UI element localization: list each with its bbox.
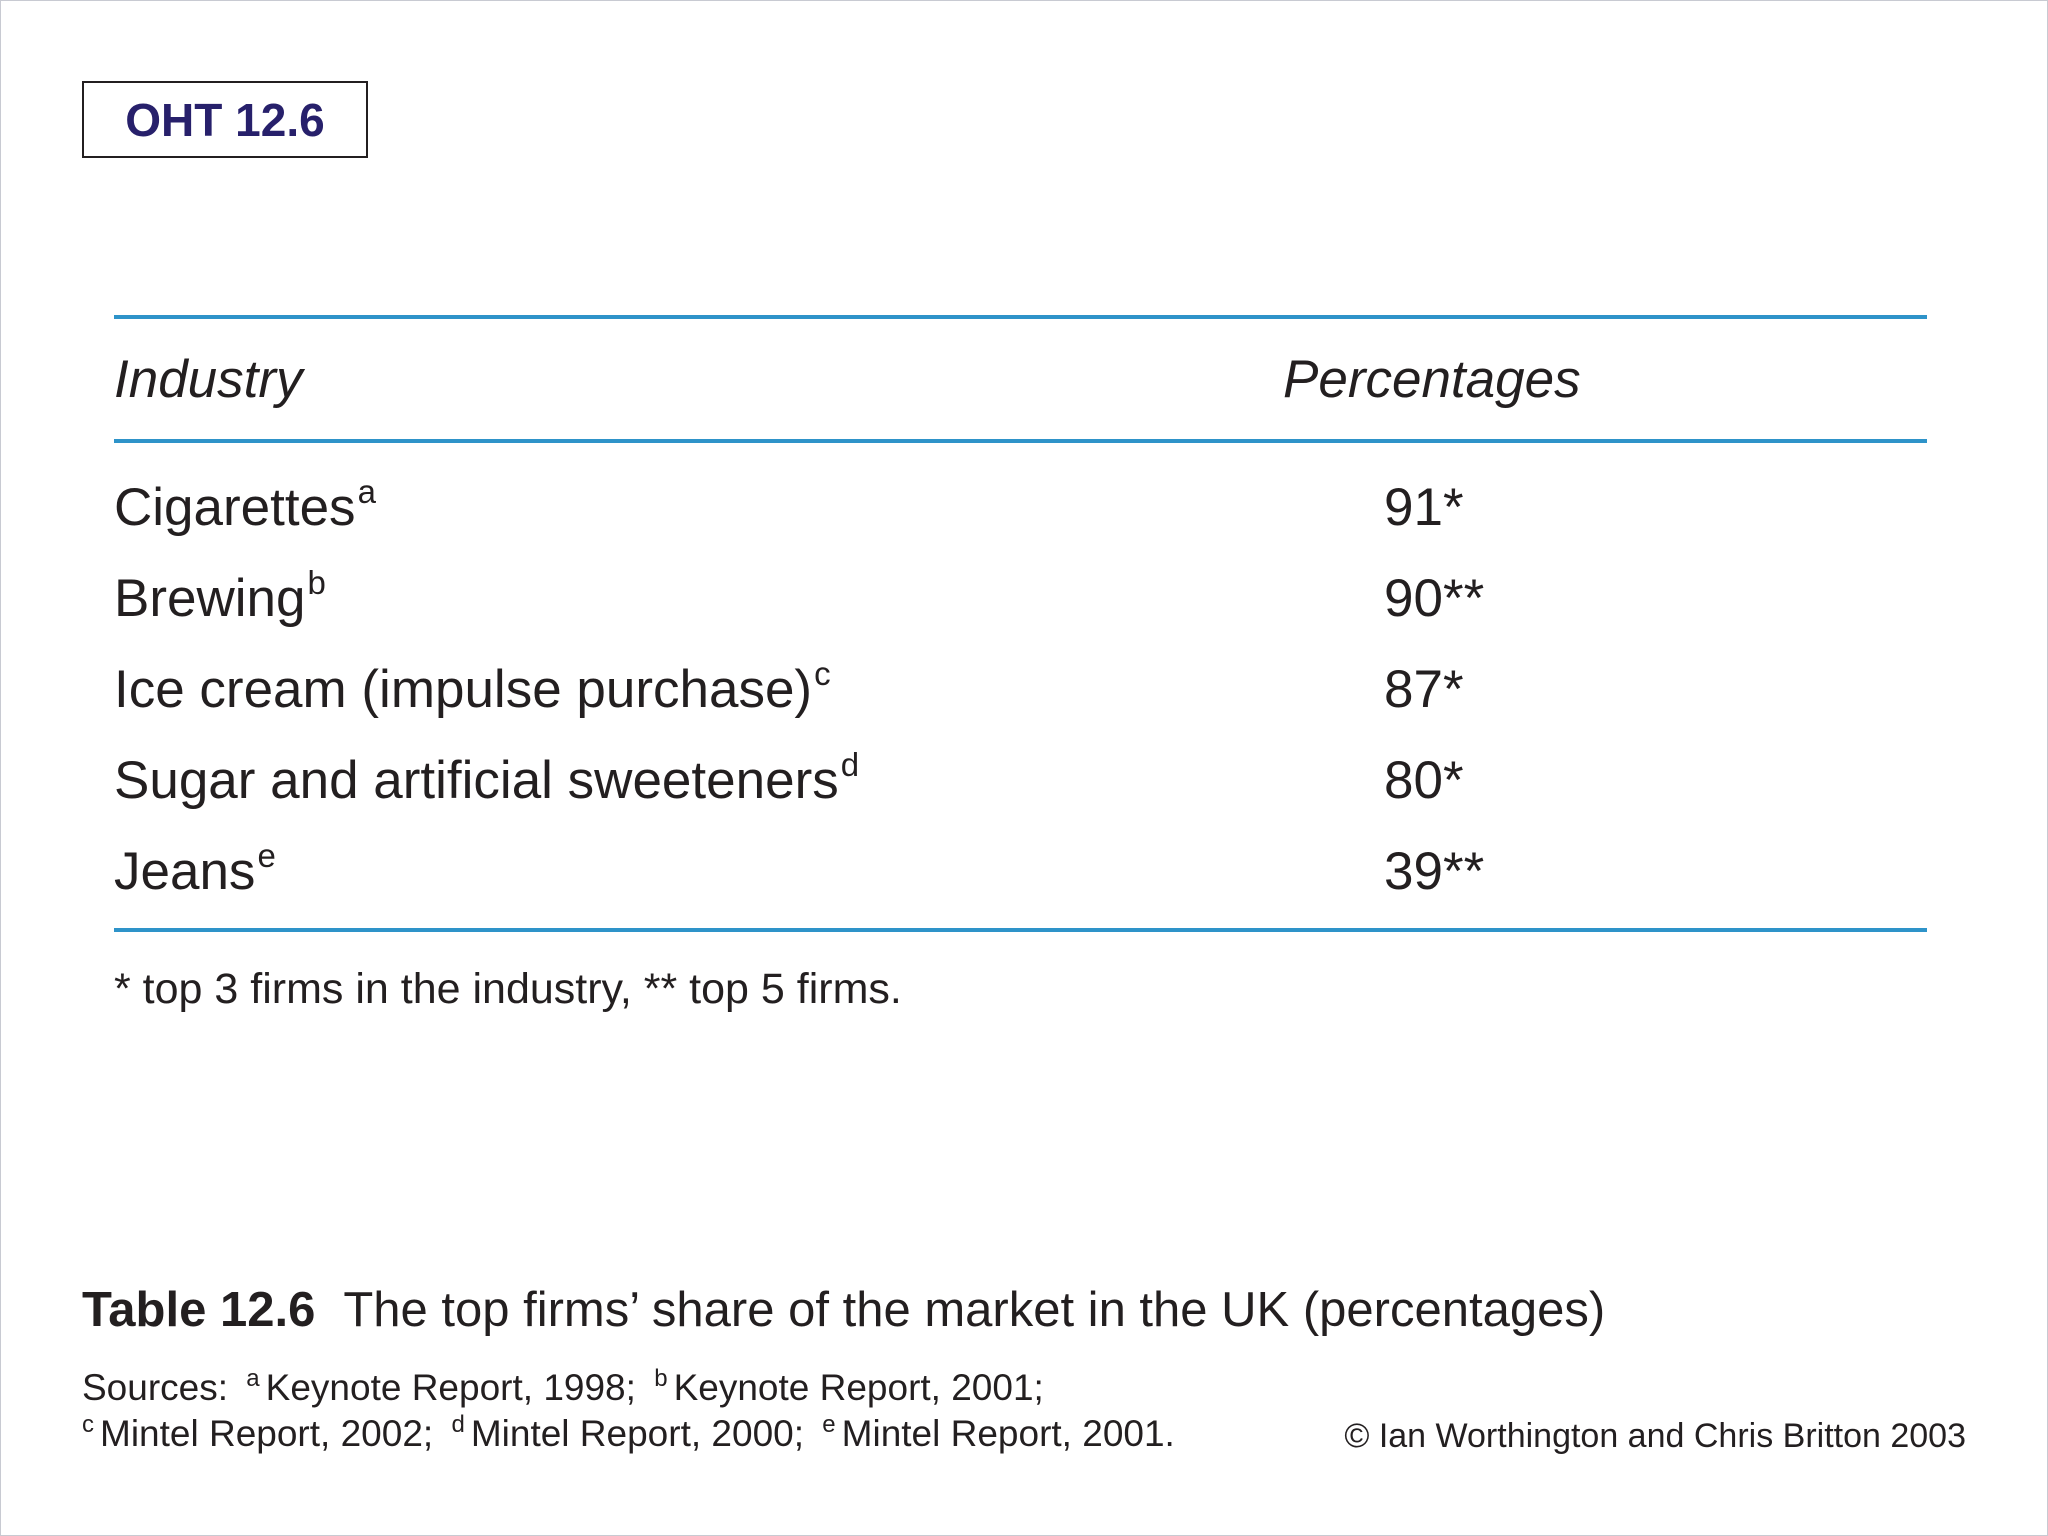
copyright-notice: © Ian Worthington and Chris Britton 2003 [1344, 1417, 1966, 1455]
header-industry: Industry [114, 350, 303, 409]
source-marker: c [82, 1411, 94, 1438]
slide-label-text: OHT 12.6 [125, 93, 325, 146]
industry-cell: Cigarettes$^a$ [114, 473, 376, 537]
industry-cell: Sugar and artificial sweeteners$^d$ [114, 746, 860, 810]
sources-prefix: Sources: [82, 1367, 229, 1408]
source-text: Mintel Report, 2002; [100, 1413, 434, 1454]
source-text: Mintel Report, 2000; [470, 1413, 805, 1454]
source-marker: a [246, 1365, 260, 1392]
source-note-marker: a [357, 473, 376, 510]
source-text: Keynote Report, 1998; [265, 1367, 636, 1408]
table-top-rule [114, 315, 1927, 319]
table-bottom-rule [114, 928, 1927, 932]
source-text: Keynote Report, 2001; [673, 1367, 1044, 1408]
header-percentages: Percentages [1283, 350, 1581, 409]
percentage-cell: 80* [1384, 751, 1464, 810]
source-marker: d [451, 1411, 465, 1438]
source-marker: e [822, 1411, 836, 1438]
percentage-cell: 91* [1384, 478, 1464, 537]
table-caption [82, 1283, 1606, 1337]
source-note-marker: b [307, 564, 326, 601]
source-note-marker: e [257, 837, 276, 874]
source-text: Mintel Report, 2001. [841, 1413, 1175, 1454]
percentage-cell: 39** [1384, 842, 1485, 901]
sources-line-1 [82, 1365, 1044, 1408]
sources-line-2 [82, 1411, 1175, 1454]
percentage-cell: 87* [1384, 660, 1464, 719]
caption-text: The top firms’ share of the market in the UK (percentages) [343, 1283, 1606, 1337]
percentage-cell: 90** [1384, 569, 1485, 628]
industry-cell: Ice cream (impulse purchase)$^c$ [114, 655, 831, 719]
table-header-rule [114, 439, 1927, 443]
source-marker: b [654, 1365, 668, 1392]
slide-label [82, 81, 368, 158]
source-note-marker: d [840, 746, 860, 783]
industry-cell: Brewing$^b$ [114, 564, 326, 628]
industry-cell: Jeans$^e$ [114, 837, 276, 901]
table-footnote: * top 3 firms in the industry, ** top 5 firms. [114, 965, 902, 1013]
source-note-marker: c [814, 655, 831, 692]
caption-label: Table 12.6 [82, 1283, 316, 1337]
